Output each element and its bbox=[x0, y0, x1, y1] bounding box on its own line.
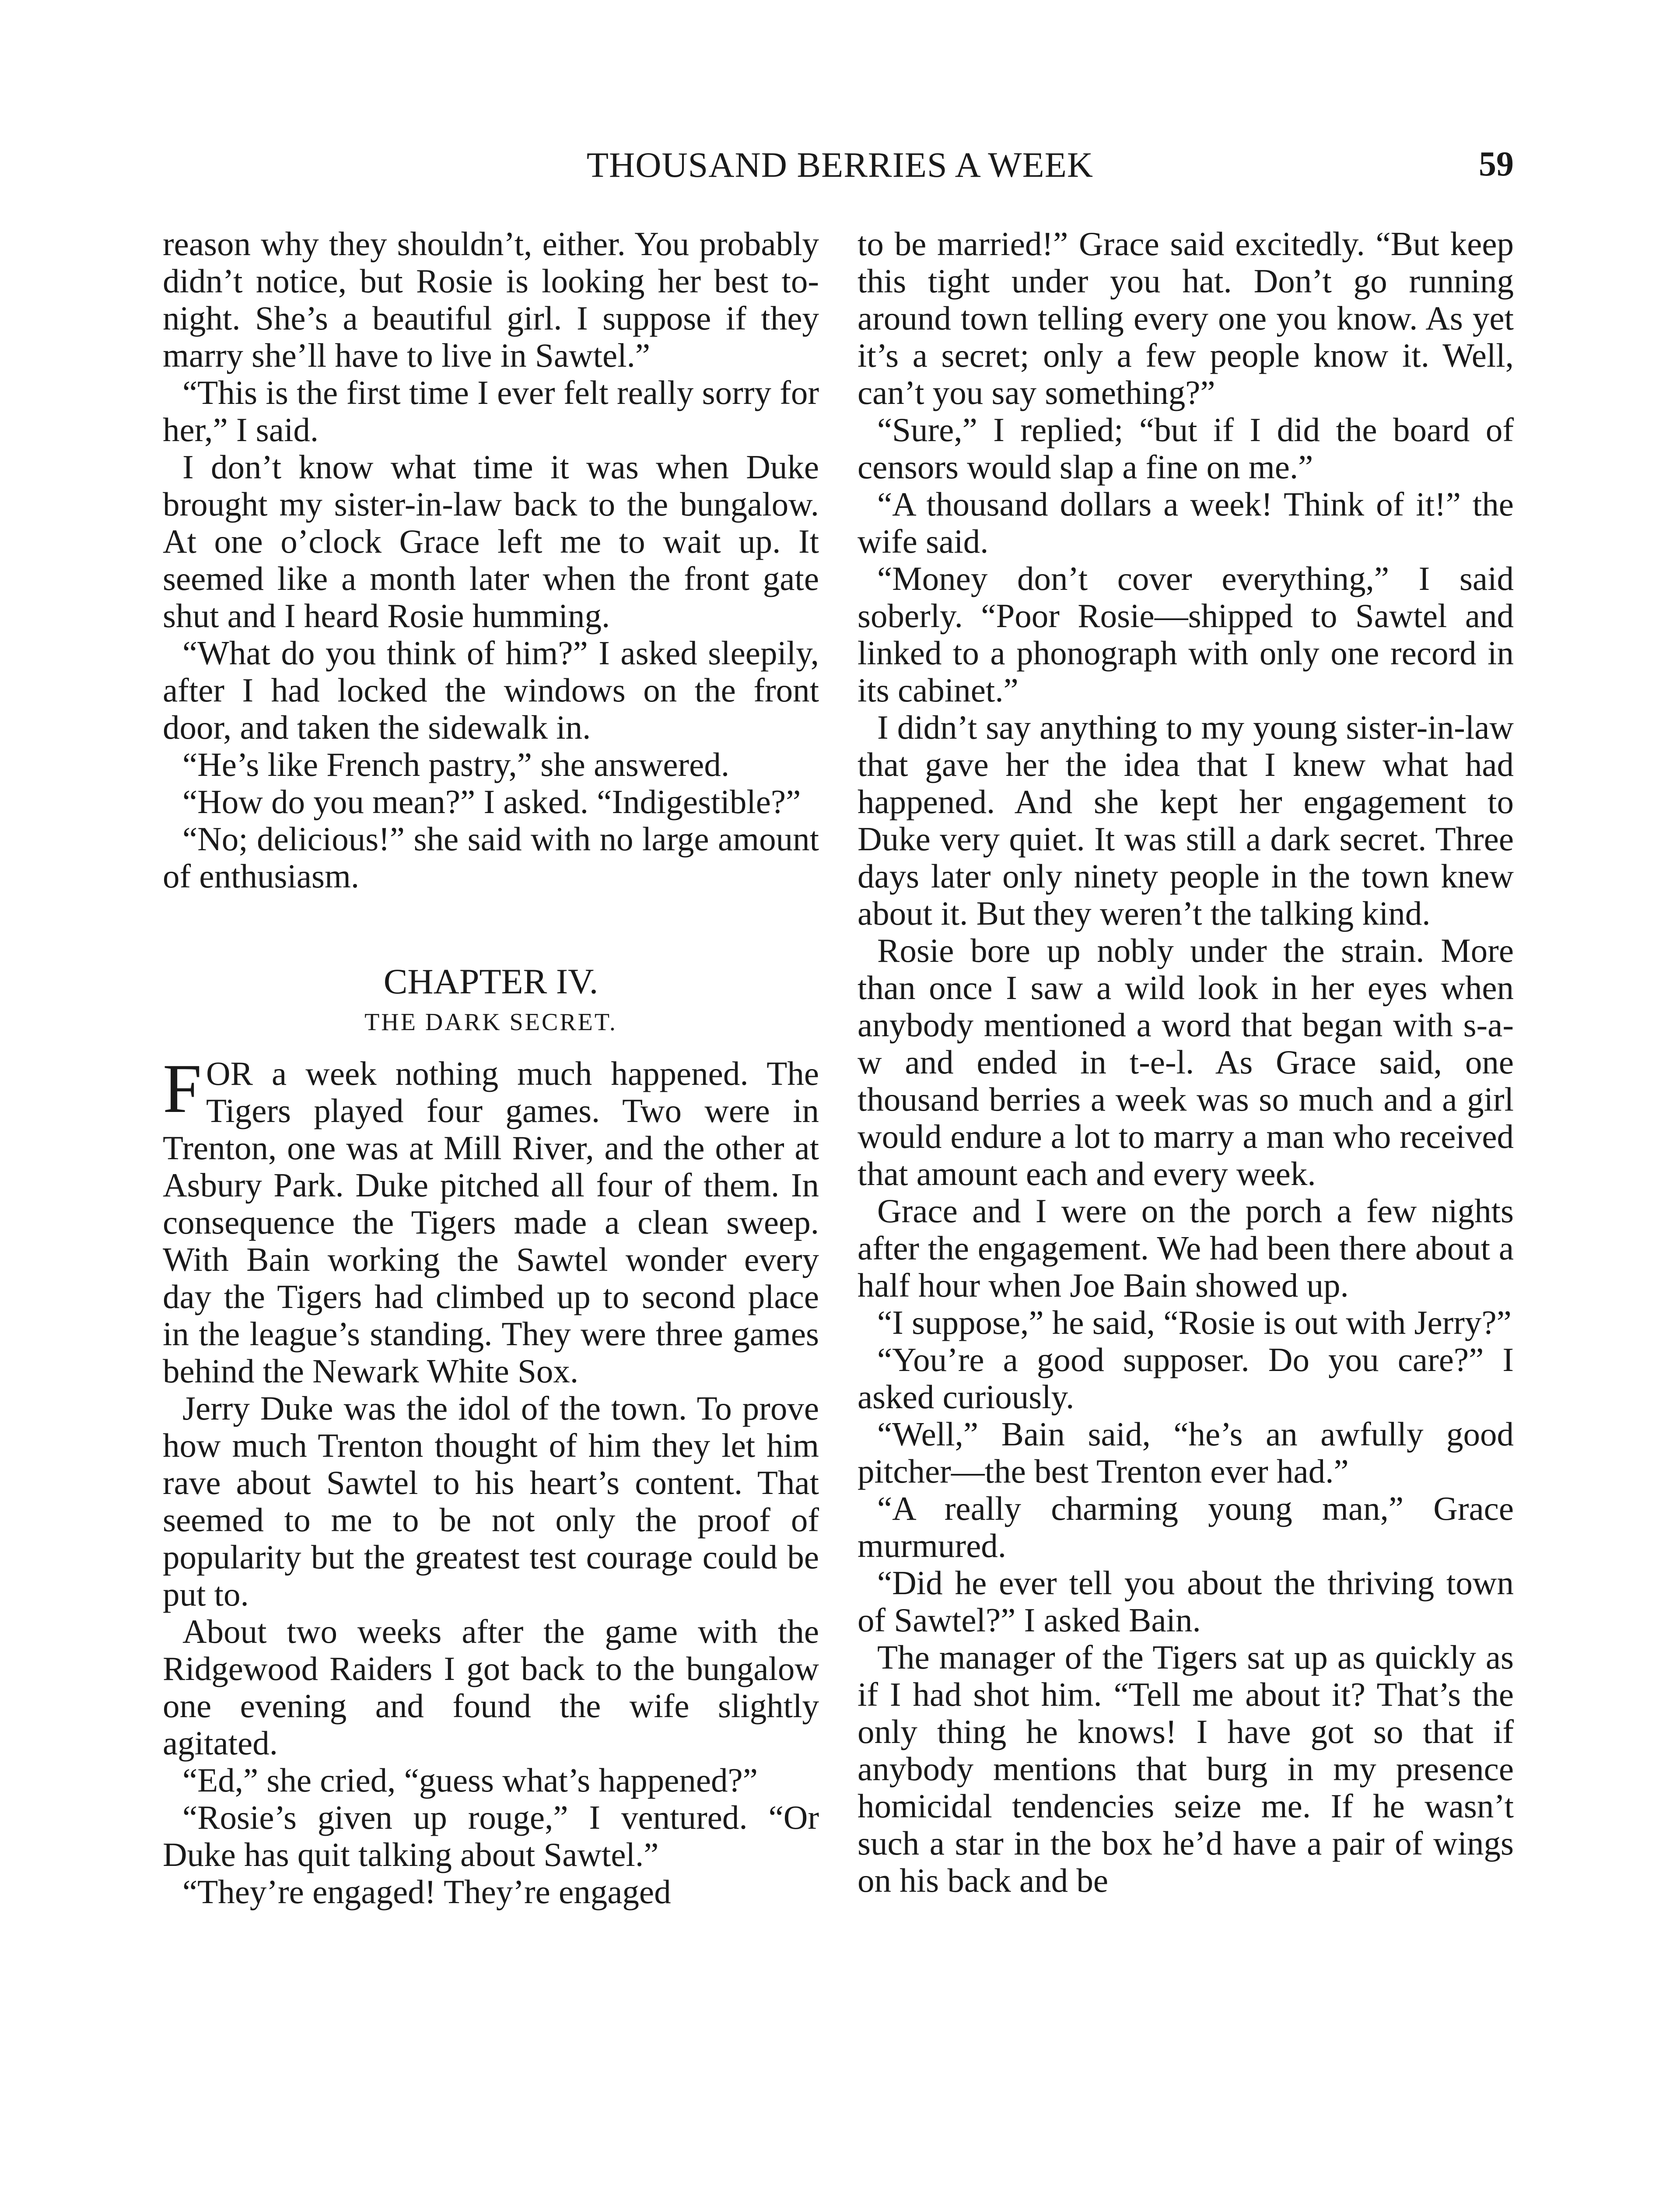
page-number: 59 bbox=[1479, 145, 1514, 183]
paragraph: “Did he ever tell you about the thriving town of Sawtel?” I asked Bain. bbox=[858, 1564, 1514, 1639]
chapter-subtitle: THE DARK SECRET. bbox=[364, 1009, 617, 1036]
paragraph: “They’re engaged! They’re engaged bbox=[182, 1873, 671, 1911]
paragraph: About two weeks after the game with the Ridgewood Raiders I got back to the bungalow one evening and found the wife slightly agitated. bbox=[163, 1613, 819, 1762]
paragraph: Jerry Duke was the idol of the town. To prove how much Trenton thought of him they let him rave about Sawtel to his heart’s content. That seemed to me to be not only the proof of popularity but the greatest test courage could be put to. bbox=[163, 1389, 819, 1613]
paragraph: Rosie bore up nobly under the strain. More than once I saw a wild look in her eyes when anybody mentioned a word that began with s-a-w and ended in t-e-l. As Grace said, one thousand berries a week was so much and a girl would endure a lot to marry a man who received that amount each and every week. bbox=[858, 932, 1514, 1192]
paragraph: “A really charming young man,” Grace murmured. bbox=[858, 1490, 1514, 1564]
paragraph: “He’s like French pastry,” she answered. bbox=[182, 746, 730, 783]
paragraph: “Money don’t cover everything,” I said soberly. “Poor Rosie—shipped to Sawtel and linked to a phonograph with only one record in its cabinet.” bbox=[858, 560, 1514, 709]
running-title: THOUSAND BERRIES A WEEK bbox=[586, 145, 1094, 185]
drop-initial: F bbox=[163, 1049, 202, 1127]
paragraph: “A thousand dollars a week! Think of it!” the wife said. bbox=[858, 485, 1514, 560]
paragraph: “You’re a good supposer. Do you care?” I asked curiously. bbox=[858, 1341, 1514, 1416]
left-column bbox=[163, 225, 819, 1911]
chapter-first-paragraph bbox=[163, 1049, 819, 1390]
paragraph: I didn’t say anything to my young sister-in-law that gave her the idea that I knew what had happened. And she kept her engagement to Duke very quiet. It was still a dark secret. Three days later only ninety people in the town knew about it. But they weren’t the talking kind. bbox=[858, 708, 1514, 932]
paragraph: “Well,” Bain said, “he’s an awfully good pitcher—the best Trenton ever had.” bbox=[858, 1415, 1514, 1490]
paragraph: “Rosie’s given up rouge,” I ventured. “Or Duke has quit talking about Sawtel.” bbox=[163, 1799, 819, 1873]
paragraph: I don’t know what time it was when Duke brought my sister-in-law back to the bungalow. At one o’clock Grace left me to wait up. It seemed like a month later when the front gate shut and I heard Rosie humming. bbox=[163, 448, 819, 635]
running-head bbox=[0, 144, 1680, 197]
paragraph: Grace and I were on the porch a few nights after the engagement. We had been there about a half hour when Joe Bain showed up. bbox=[858, 1192, 1514, 1304]
paragraph: to be married!” Grace said excitedly. “But keep this tight under you hat. Don’t go running around town telling every one you know. As yet it’s a secret; only a few people know it. Well, can’t you say something?” bbox=[858, 225, 1514, 411]
paragraph: “What do you think of him?” I asked sleepily, after I had locked the windows on the front door, and taken the sidewalk in. bbox=[163, 634, 819, 746]
chapter-first-paragraph-text: OR a week nothing much happened. The Tigers played four games. Two were in Trenton, one was at Mill River, and the other at Asbury Park. Duke pitched all four of them. In consequence the Tigers made a clean sweep. With Bain working the Sawtel wonder every day the Tigers had climbed up to second place in the league’s standing. They were three games behind the Newark White Sox. bbox=[163, 1055, 819, 1390]
paragraph: The manager of the Tigers sat up as quickly as if I had shot him. “Tell me about it? That’s the only thing he knows! I have got so that if anybody mentions that burg in my presence homicidal tendencies seize me. If he wasn’t such a star in the box he’d have a pair of wings on his back and be bbox=[858, 1638, 1514, 1899]
paragraph: “Sure,” I replied; “but if I did the board of censors would slap a fine on me.” bbox=[858, 411, 1514, 486]
chapter-heading: CHAPTER IV. bbox=[383, 961, 598, 1001]
paragraph: “How do you mean?” I asked. “Indigestible?” bbox=[182, 783, 801, 820]
paragraph: reason why they shouldn’t, either. You probably didn’t notice, but Rosie is looking her best to-night. She’s a beautiful girl. I suppose if they marry she’ll have to live in Sawtel.” bbox=[163, 225, 819, 374]
paragraph: “I suppose,” he said, “Rosie is out with Jerry?” bbox=[877, 1304, 1512, 1341]
paragraph: “Ed,” she cried, “guess what’s happened?” bbox=[182, 1761, 758, 1799]
paragraph: “This is the first time I ever felt really sorry for her,” I said. bbox=[163, 374, 819, 449]
paragraph: “No; delicious!” she said with no large amount of enthusiasm. bbox=[163, 820, 819, 895]
right-column bbox=[858, 225, 1514, 1899]
